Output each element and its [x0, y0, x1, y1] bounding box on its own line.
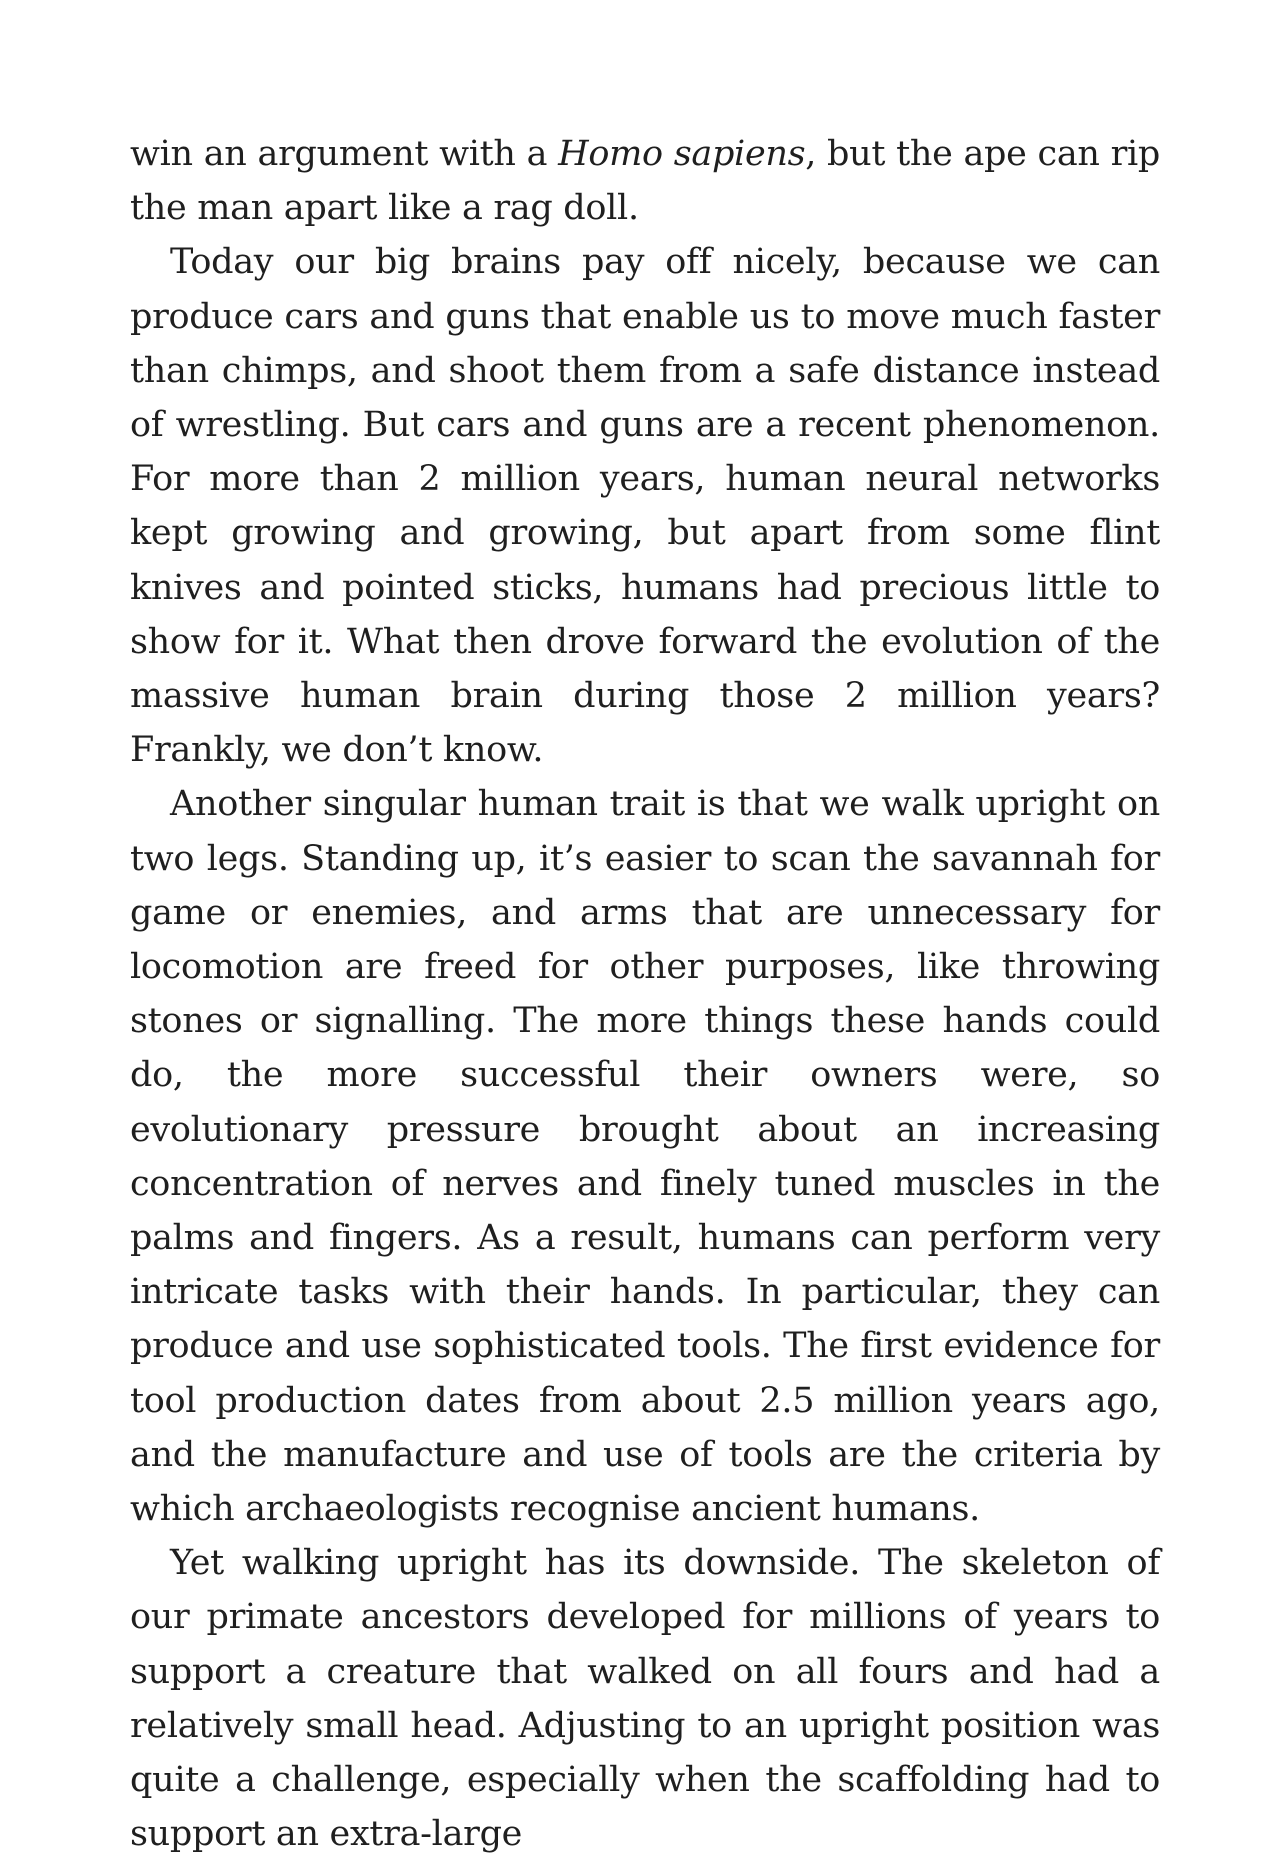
species-name-italic: Homo sapiens [558, 134, 806, 174]
book-page [130, 127, 1160, 1862]
paragraph-continued [130, 127, 1160, 235]
paragraph-big-brains: Today our big brains pay off nicely, because we can produce cars and guns that enable us to move much faster than chimps, and shoot them from a safe distance instead of wrestling. But cars and guns are a recent phenomenon. For more than 2 million years, human neural networks kept growing and growing, but apart from some flint knives and pointed sticks, humans had precious little to show for it. What then drove forward the evolution of the massive human brain during those 2 million years? Frankly, we don’t know. [130, 242, 1160, 771]
paragraph-text-before-italic: win an argument with a [130, 134, 559, 174]
paragraph-downside: Yet walking upright has its downside. The skeleton of our primate ancestors developed for millions of years to support a creature that walked on all fours and had a relatively small head. Adjusting to an upright position was quite a challenge, especially when the scaffolding had to support an extra-large [130, 1543, 1160, 1855]
paragraph-text-after-italic: , but the ape can rip the man apart like a rag doll. [130, 134, 1161, 229]
paragraph-walking-upright: Another singular human trait is that we walk upright on two legs. Standing up, it’s easier to scan the savannah for game or enemies, and arms that are unnecessary for locomotion are freed for other purposes, like throwing stones or signalling. The more things these hands could do, the more successful their owners were, so evolutionary pressure brought about an increasing concentration of nerves and finely tuned muscles in the palms and fingers. As a result, humans can perform very intricate tasks with their hands. In particular, they can produce and use sophisticated tools. The first evidence for tool production dates from about 2.5 million years ago, and the manufacture and use of tools are the criteria by which archaeologists recognise ancient humans. [130, 784, 1160, 1530]
